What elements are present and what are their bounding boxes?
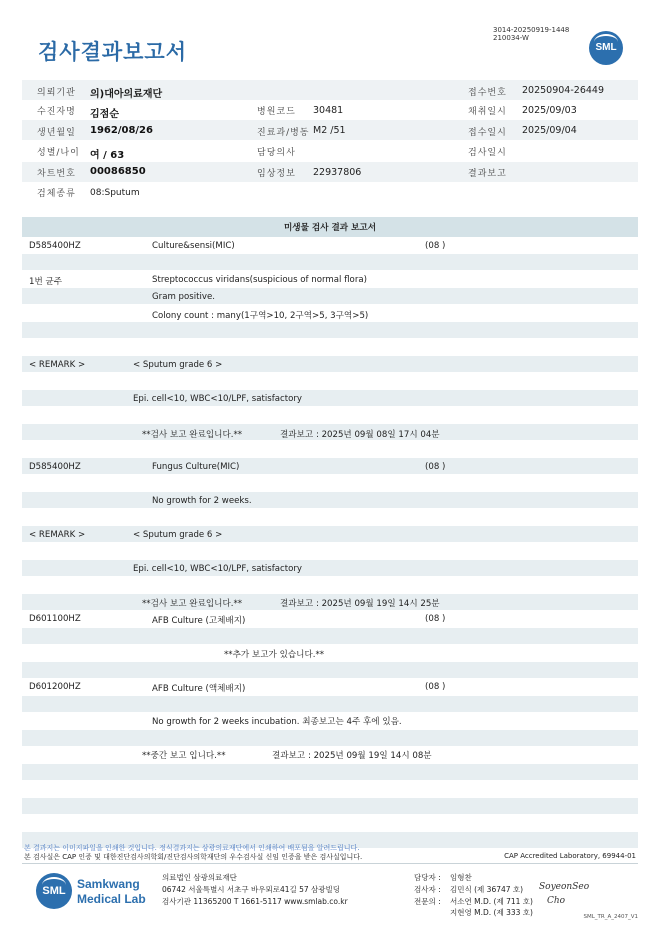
report-complete-text: **검사 보고 완료입니다.** <box>142 430 243 440</box>
test-name: AFB Culture (고체배지) <box>152 616 246 626</box>
test-code: D585400HZ <box>29 241 81 251</box>
report-time-text: 결과보고 : 2025년 09월 19일 14시 08분 <box>272 751 432 761</box>
test-name: Fungus Culture(MIC) <box>152 462 240 472</box>
test-date-label: 검사일시 <box>468 148 507 158</box>
test-name: Culture&sensi(MIC) <box>152 241 235 251</box>
row-stripe <box>22 798 638 814</box>
row-stripe <box>22 492 638 508</box>
receipt-date-label: 접수일시 <box>468 128 507 138</box>
org-address: 06742 서울특별시 서초구 바우뫼로41길 57 삼광빌딩 <box>162 885 341 894</box>
manager-name: 임형찬 <box>450 873 472 882</box>
sml-logo-icon: SML <box>36 873 72 909</box>
document-id-line2: 210034-W <box>493 34 529 42</box>
receipt-date-value: 2025/09/04 <box>522 125 577 136</box>
remark-label: < REMARK > <box>29 530 86 540</box>
report-label: 결과보고 <box>468 169 507 179</box>
requester-label: 의뢰기관 <box>37 88 76 98</box>
receipt-no-label: 접수번호 <box>468 88 507 98</box>
epi-cell-text: Epi. cell<10, WBC<10/LPF, satisfactory <box>133 564 303 574</box>
remark-text: < Sputum grade 6 > <box>133 360 223 370</box>
dept-label: 진료과/병동 <box>257 128 310 138</box>
row-stripe <box>22 390 638 406</box>
doctor-label: 담당의사 <box>257 148 296 158</box>
sml-logo-icon: SML <box>589 31 623 65</box>
additional-report-text: **추가 보고가 있습니다.** <box>224 650 325 660</box>
growth-text: No growth for 2 weeks incubation. 최종보고는 4주 후에 있음. <box>152 717 402 727</box>
test-code: D601200HZ <box>29 682 81 692</box>
tester-label: 검사자 : <box>414 885 441 894</box>
report-time-text: 결과보고 : 2025년 09월 08일 17시 04분 <box>280 430 440 440</box>
receipt-no-value: 20250904-26449 <box>522 85 605 96</box>
epi-cell-text: Epi. cell<10, WBC<10/LPF, satisfactory <box>133 394 303 404</box>
certification-notice: 본 검사실은 CAP 인증 및 대한진단검사의학회/진단검사의학재단의 우수검사실 신임 인증을 받은 검사실입니다. <box>24 853 363 861</box>
document-id-line1: 3014-20250919-1448 <box>493 26 570 34</box>
test-code: D585400HZ <box>29 462 81 472</box>
requester-value: 의)대아의료재단 <box>90 89 163 100</box>
sex-age-label: 성별/나이 <box>37 148 80 158</box>
organism-text: Streptococcus viridans(suspicious of normal flora) <box>152 275 367 285</box>
report-complete-text: **검사 보고 완료입니다.** <box>142 599 243 609</box>
clinical-label: 임상정보 <box>257 169 296 179</box>
specialist-name-2: 지현영 M.D. (제 333 호) <box>450 908 533 917</box>
page-title: 검사결과보고서 <box>38 40 188 64</box>
row-stripe <box>22 526 638 542</box>
signature-1: SoyeonSeo <box>539 882 590 892</box>
interim-report-text: **중간 보고 입니다.** <box>142 751 226 761</box>
collect-date-value: 2025/09/03 <box>522 105 577 116</box>
specimen-label: 검체종류 <box>37 189 76 199</box>
specialist-label: 전문의 : <box>414 897 441 906</box>
row-stripe <box>22 458 638 474</box>
specialist-name-1: 서소연 M.D. (제 711 호) <box>450 897 533 906</box>
gram-text: Gram positive. <box>152 292 216 302</box>
specimen-code: (08 ) <box>425 682 446 692</box>
specimen-value: 08:Sputum <box>90 188 140 198</box>
test-name: AFB Culture (액체배지) <box>152 684 246 694</box>
org-contact: 검사기관 11365200 T 1661-5117 www.smlab.co.kr <box>162 897 348 906</box>
row-stripe <box>22 322 638 338</box>
name-value: 김점순 <box>90 109 119 120</box>
isolate-label: 1번 균주 <box>29 277 63 287</box>
row-stripe <box>22 560 638 576</box>
row-stripe <box>22 356 638 372</box>
chart-value: 00086850 <box>90 166 146 177</box>
test-code: D601100HZ <box>29 614 81 624</box>
brand-name-line1: Samkwang <box>77 877 140 891</box>
manager-label: 담당자 : <box>414 873 441 882</box>
org-name: 의료법인 삼광의료재단 <box>162 873 237 882</box>
birth-label: 생년월일 <box>37 128 76 138</box>
hospital-code-value: 30481 <box>313 105 344 116</box>
signature-2: Cho <box>547 896 566 906</box>
print-notice: 본 결과지는 이미지파일을 인쇄한 것입니다. 정식결과지는 삼광의료재단에서 인쇄하여 배포됨을 알려드립니다. <box>24 844 360 852</box>
hospital-code-label: 병원코드 <box>257 107 296 117</box>
chart-label: 차트번호 <box>37 169 76 179</box>
row-stripe <box>22 730 638 746</box>
row-stripe <box>22 696 638 712</box>
row-stripe <box>22 254 638 270</box>
colony-count-text: Colony count : many(1구역>10, 2구역>5, 3구역>5) <box>152 311 369 321</box>
row-stripe <box>22 628 638 644</box>
specimen-code: (08 ) <box>425 614 446 624</box>
specimen-code: (08 ) <box>425 241 446 251</box>
collect-date-label: 채취일시 <box>468 107 507 117</box>
section-title: 미생물 검사 결과 보고서 <box>284 223 376 233</box>
sex-age-value: 여 / 63 <box>90 150 125 161</box>
name-label: 수진자명 <box>37 107 76 117</box>
birth-value: 1962/08/26 <box>90 125 153 136</box>
document-id <box>493 26 569 42</box>
report-time-text: 결과보고 : 2025년 09월 19일 14시 25분 <box>280 599 440 609</box>
remark-label: < REMARK > <box>29 360 86 370</box>
growth-text: No growth for 2 weeks. <box>152 496 252 506</box>
row-stripe <box>22 288 638 304</box>
row-stripe <box>22 662 638 678</box>
row-stripe <box>22 764 638 780</box>
footer-divider <box>22 863 638 864</box>
cap-accreditation: CAP Accredited Laboratory, 69944-01 <box>504 852 636 860</box>
clinical-value: 22937806 <box>313 167 362 178</box>
dept-value: M2 /51 <box>313 125 346 136</box>
specimen-code: (08 ) <box>425 462 446 472</box>
remark-text: < Sputum grade 6 > <box>133 530 223 540</box>
brand-name-line2: Medical Lab <box>77 892 146 906</box>
tester-name: 김민식 (제 36747 호) <box>450 885 524 894</box>
form-code: SML_TR_A_2407_V1 <box>583 914 638 920</box>
